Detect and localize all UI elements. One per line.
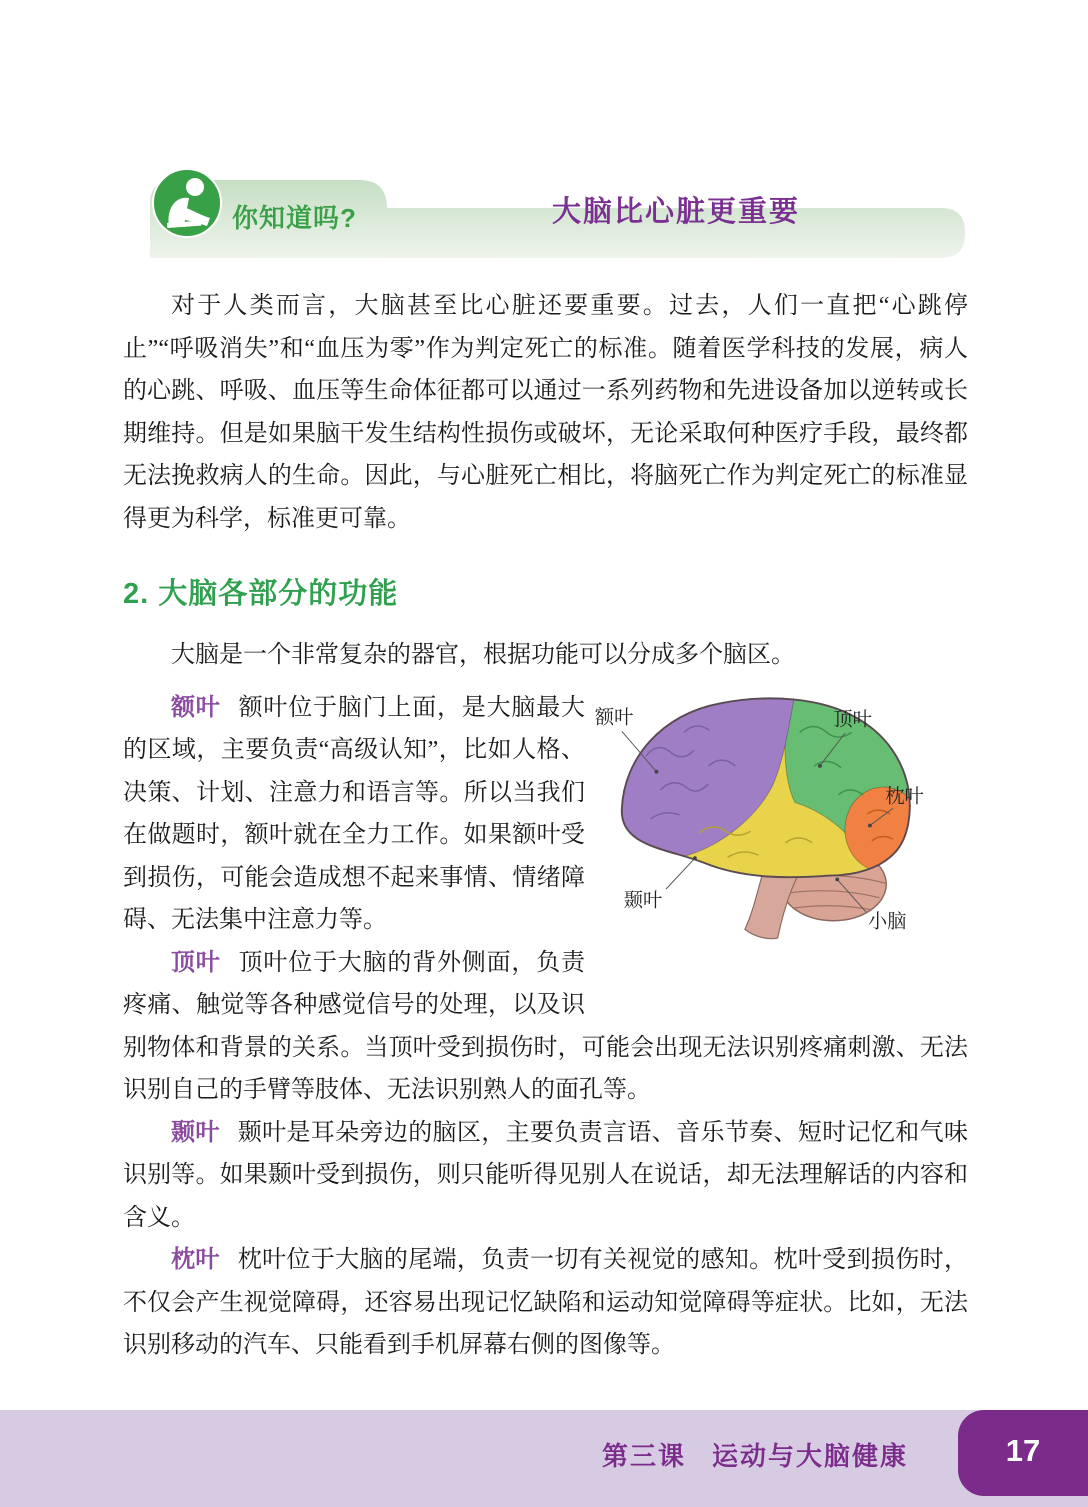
- term-occipital-lobe: 枕叶: [171, 1246, 220, 1273]
- label-occipital-lobe: 枕叶: [885, 785, 924, 807]
- intro-paragraph: 对于人类而言，大脑甚至比心脏还要重要。过去，人们一直把“心跳停止”“呼吸消失”和“血压为零”作为判定死亡的标准。随着医学科技的发展，病人的心跳、呼吸、血压等生命体征都可以通过一系列药物和先进设备加以逆转或长期维持。但是如果脑干发生结构性损伤或破坏，无论采取何种医疗手段，最终都无法挽救病人的生命。因此，与心脏死亡相比，将脑死亡作为判定死亡的标准显得更为科学，标准更可靠。: [123, 293, 968, 532]
- term-temporal-lobe: 颞叶: [171, 1118, 220, 1146]
- article-title: 大脑比心脏更重要: [551, 196, 800, 228]
- section-lead: 大脑是一个非常复杂的器官，根据功能可以分成多个脑区。: [171, 642, 795, 668]
- label-frontal-lobe: 额叶: [594, 707, 634, 729]
- footer-lesson: 第三课: [601, 1441, 686, 1471]
- page-number: 17: [1005, 1433, 1041, 1468]
- brain-diagram: [593, 689, 968, 1021]
- term-frontal-lobe: 额叶: [171, 693, 221, 721]
- text-parietal-lobe: 顶叶位于大脑的背外侧面，负责疼痛、触觉等各种感觉信号的处理，以及识别物体和背景的关系。当顶叶受到损伤时，可能会出现无法识别疼痛刺激、无法识别自己的手臂等肢体、无法识别熟人的面孔等。: [123, 949, 968, 1103]
- brain-figure-svg: [593, 689, 968, 953]
- know-it-tag: 你知道吗?: [232, 203, 357, 233]
- page-number-tab: [958, 1410, 1088, 1496]
- footer-chapter-line: [602, 1436, 908, 1473]
- section-heading: 2. 大脑各部分的功能: [123, 578, 399, 610]
- footer-band: [0, 1410, 1088, 1507]
- footer-chapter: 运动与大脑健康: [711, 1441, 908, 1471]
- text-temporal-lobe: 颞叶是耳朵旁边的脑区，主要负责言语、音乐节奏、短时记忆和气味识别等。如果颞叶受到损伤，则只能听得见别人在说话，却无法理解话的内容和含义。: [123, 1119, 969, 1231]
- label-cerebellum: 小脑: [867, 910, 907, 932]
- paragraph-temporal-lobe: [123, 1112, 968, 1240]
- paragraph-occipital-lobe: [123, 1239, 968, 1367]
- main-content: [123, 285, 968, 1367]
- text-occipital-lobe: 枕叶位于大脑的尾端，负责一切有关视觉的感知。枕叶受到损伤时，不仅会产生视觉障碍，还容易出现记忆缺陷和运动知觉障碍等症状。比如，无法识别移动的汽车、只能看到手机屏幕右侧的图像等。: [123, 1247, 969, 1358]
- text-frontal-lobe: 额叶位于脑门上面，是大脑最大的区域，主要负责“高级认知”，比如人格、决策、计划、注意力和语言等。所以当我们在做题时，额叶就在全力工作。如果额叶受到损伤，可能会造成想不起来事情、情绪障碍、无法集中注意力等。: [123, 694, 586, 933]
- reading-person-icon: [151, 167, 223, 239]
- term-parietal-lobe: 顶叶: [171, 948, 221, 976]
- label-parietal-lobe: 顶叶: [833, 709, 872, 731]
- label-temporal-lobe: 颞叶: [623, 889, 663, 911]
